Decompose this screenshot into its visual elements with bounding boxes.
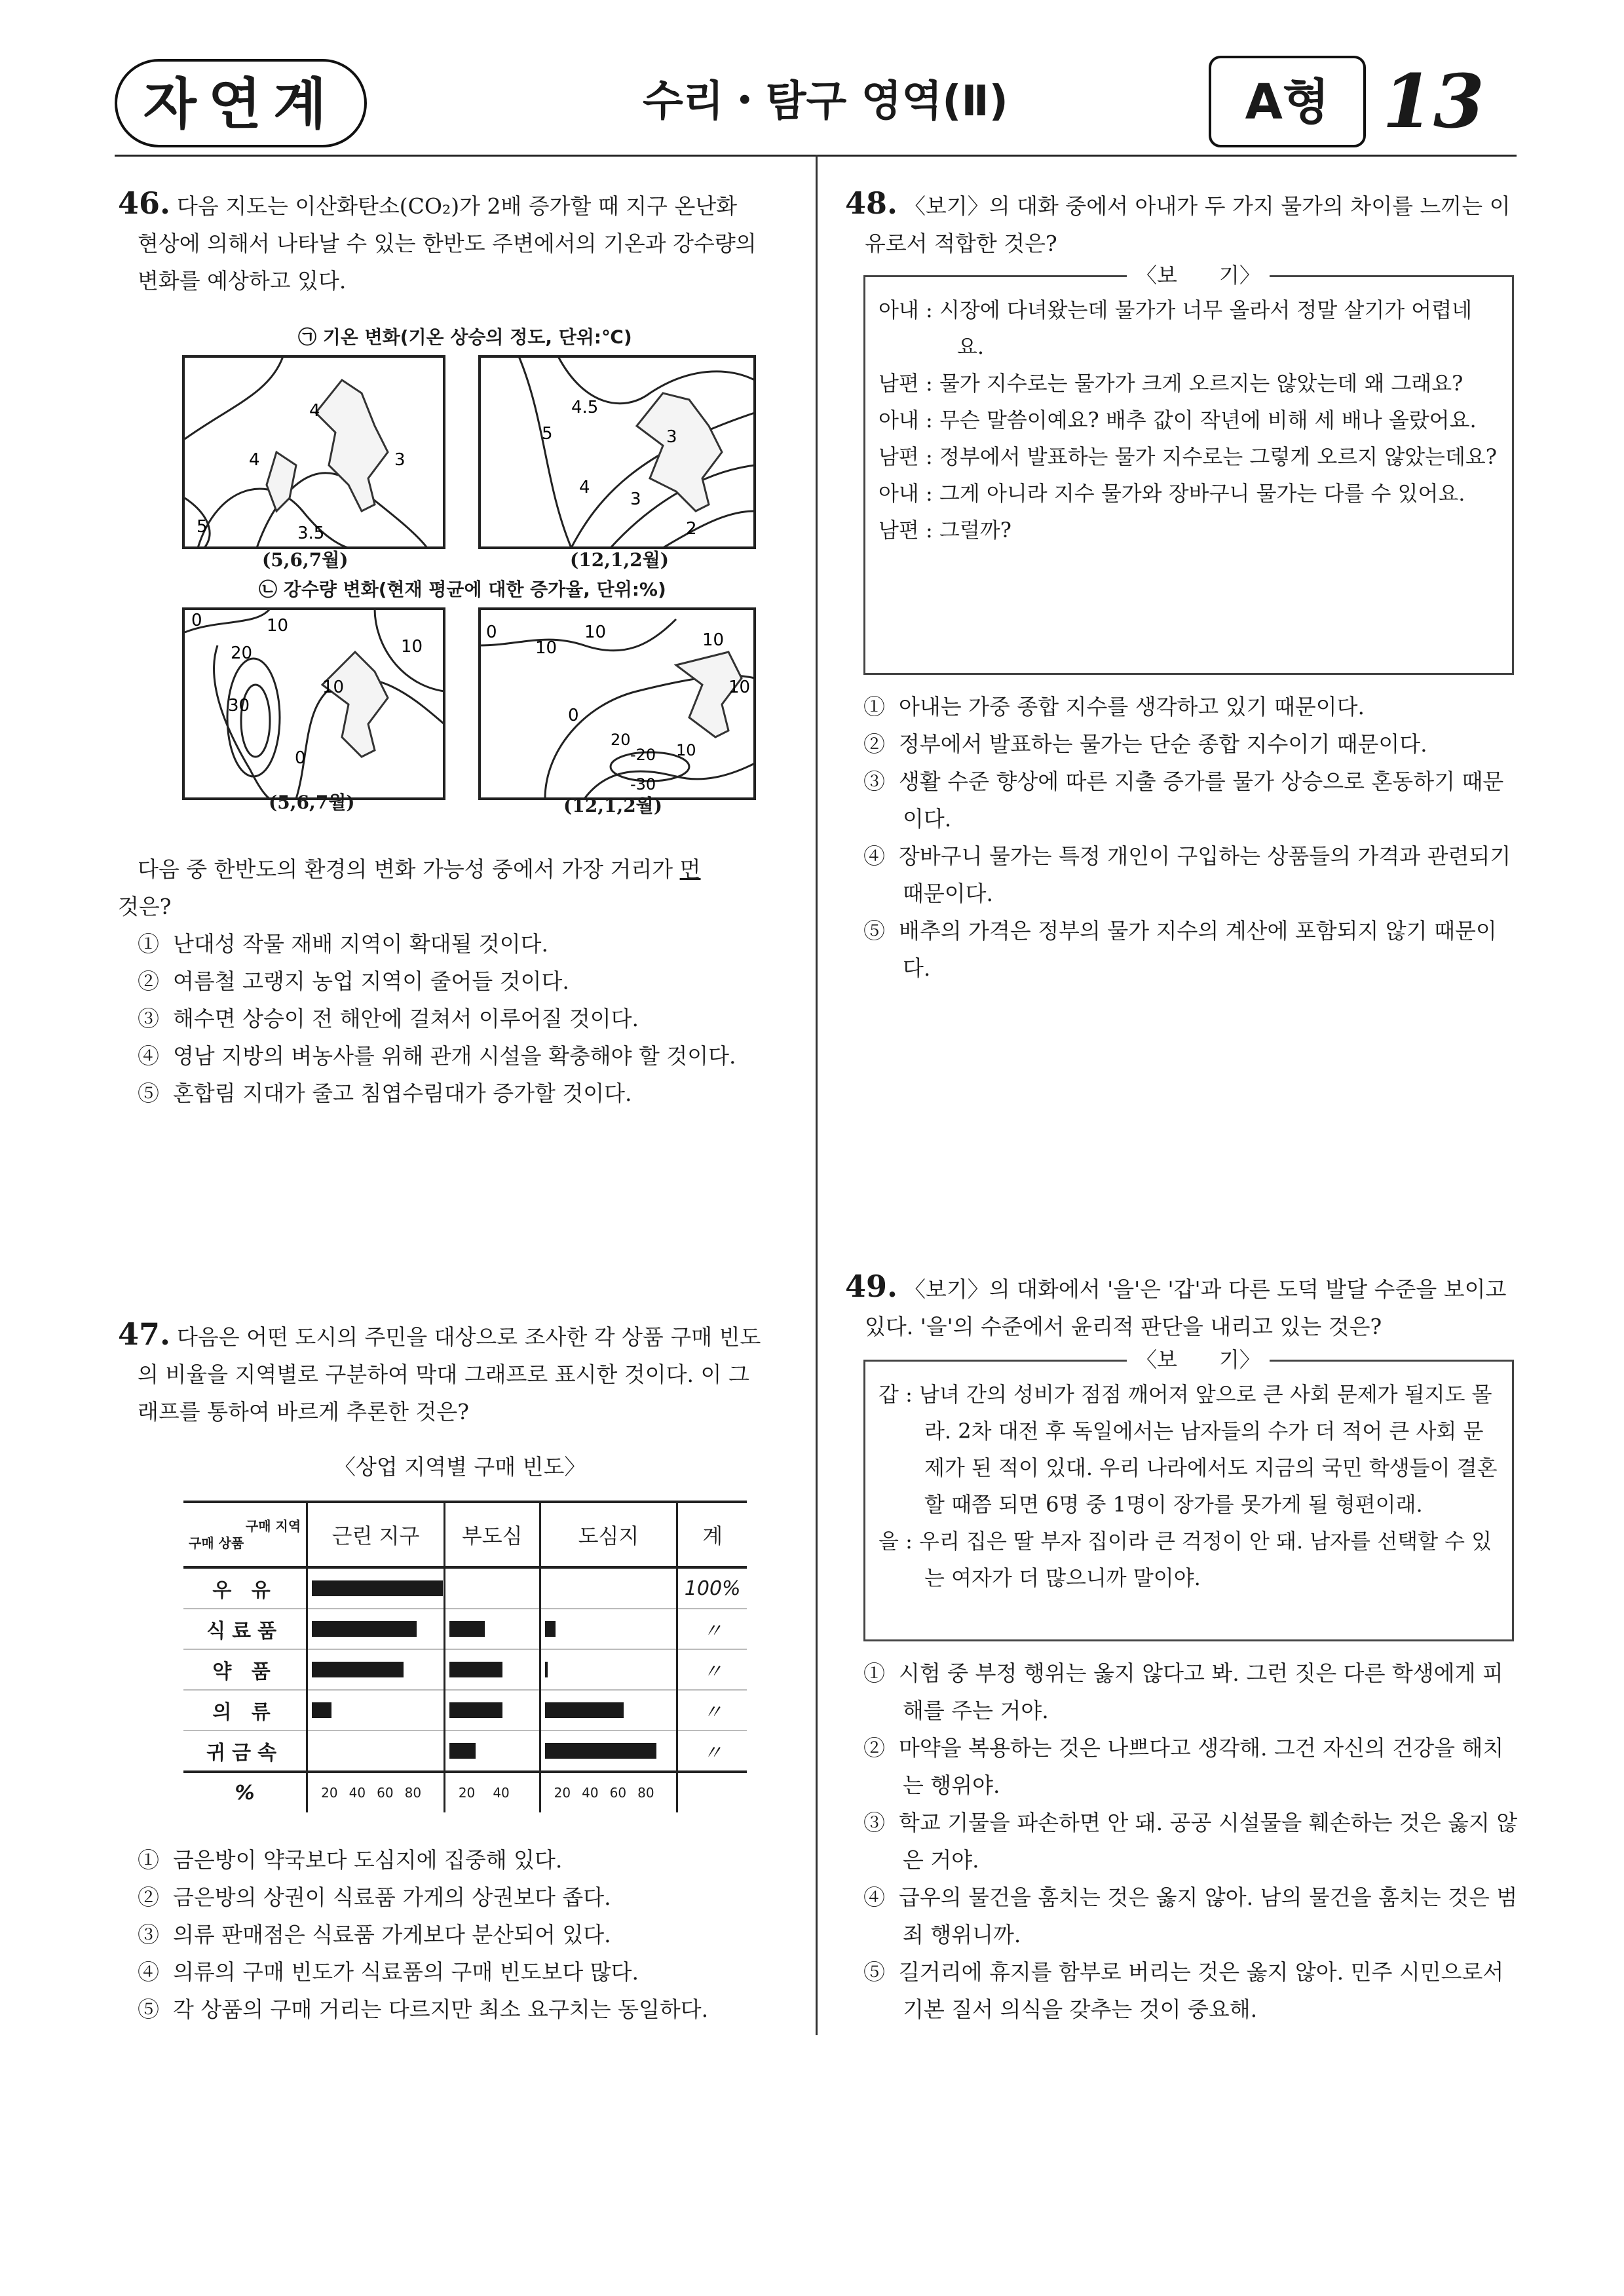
bar-cell <box>307 1731 445 1772</box>
bar-cell <box>307 1567 445 1609</box>
precipitation-maps <box>178 606 768 816</box>
bar-cell <box>444 1731 540 1772</box>
tick-label: 40 <box>582 1785 599 1801</box>
map-summer-temperature <box>183 356 444 548</box>
prompt-text: 것은? <box>118 894 172 919</box>
unit-label: % <box>183 1772 307 1812</box>
option-5[interactable]: ⑤ 배추의 가격은 정부의 물가 지수의 계산에 포함되지 않기 때문이다. <box>863 918 1497 981</box>
temp-winter-label: 3 <box>630 489 641 509</box>
precip-winter-label: 10 <box>584 622 607 642</box>
corner-bottom: 구매 상품 <box>189 1535 244 1551</box>
tick-label: 60 <box>377 1785 394 1801</box>
option-4[interactable]: ④ 장바구니 물가는 특정 개인이 구입하는 상품들의 가격과 관련되기 때문이다. <box>863 843 1511 906</box>
series-badge: 자연계 <box>115 59 367 147</box>
col-header: 부도심 <box>444 1502 540 1567</box>
option-1[interactable]: ① 난대성 작물 재배 지역이 확대될 것이다. <box>138 931 548 957</box>
tick-label: 40 <box>493 1785 510 1801</box>
category-label: 의 류 <box>183 1690 307 1731</box>
stem-line: 있다. '을'의 수준에서 윤리적 판단을 내리고 있는 것은? <box>865 1314 1382 1339</box>
bar-cell <box>444 1609 540 1649</box>
page-title: 수리・탐구 영역(Ⅱ) <box>643 77 1008 126</box>
question-number: 48. <box>845 185 898 221</box>
precip-winter-label: -30 <box>630 775 656 794</box>
bar-cell <box>540 1609 677 1649</box>
option-3[interactable]: ③ 생활 수준 향상에 따른 지출 증가를 물가 상승으로 혼동하기 때문이다. <box>863 769 1504 832</box>
option-2[interactable]: ② 정부에서 발표하는 물가는 단순 종합 지수이기 때문이다. <box>863 731 1427 757</box>
temperature-maps <box>178 354 768 577</box>
map-summer-precipitation <box>183 609 444 799</box>
precip-winter-label: 0 <box>568 706 579 725</box>
bar-cell <box>444 1690 540 1731</box>
bar-근린 지구-의 류 <box>312 1702 331 1718</box>
bar-cell <box>540 1690 677 1731</box>
precip-summer-label: 10 <box>267 616 289 636</box>
temp-summer-label: 4 <box>249 450 260 470</box>
temp-winter-label: 4.5 <box>571 398 599 417</box>
precip-winter-label: 0 <box>486 622 497 642</box>
example-box-48 <box>863 275 1514 675</box>
precip-winter-label: 10 <box>728 678 751 697</box>
total-cell: 〃 <box>677 1731 747 1772</box>
option-3[interactable]: ③ 의류 판매점은 식료품 가게보다 분산되어 있다. <box>138 1922 611 1947</box>
option-1[interactable]: ① 금은방이 약국보다 도심지에 집중해 있다. <box>138 1847 563 1873</box>
bar-근린 지구-약 품 <box>312 1662 404 1677</box>
chart-row <box>183 1609 747 1649</box>
temp-winter-label: 5 <box>542 424 553 444</box>
temp-summer-label: 5 <box>197 517 208 537</box>
tick-label: 20 <box>458 1785 476 1801</box>
total-cell: 〃 <box>677 1609 747 1649</box>
map-caption: (5,6,7월) <box>262 549 349 571</box>
tick-label: 80 <box>404 1785 422 1801</box>
bar-부도심-약 품 <box>449 1662 502 1677</box>
purchase-frequency-chart <box>183 1501 747 1812</box>
question-47-stem <box>118 1316 799 1430</box>
map-caption: (5,6,7월) <box>269 792 355 813</box>
map-winter-precipitation <box>480 609 755 799</box>
question-48-stem <box>845 185 1520 262</box>
bar-근린 지구-식료품 <box>312 1621 417 1637</box>
stem-line: 래프를 통하여 바르게 추론한 것은? <box>138 1399 469 1425</box>
bar-cell <box>307 1649 445 1690</box>
stem-line: 변화를 예상하고 있다. <box>138 268 347 294</box>
total-cell: 〃 <box>677 1649 747 1690</box>
option-1[interactable]: ① 시험 중 부정 행위는 옳지 않다고 봐. 그런 짓은 다른 학생에게 피해를 주는 거야. <box>863 1660 1503 1723</box>
stem-line: 유로서 적합한 것은? <box>865 231 1057 256</box>
tick-label: 60 <box>609 1785 627 1801</box>
dialogue-line: 남편 : 그럴까? <box>878 518 1011 543</box>
question-46-prompt <box>118 851 793 925</box>
precip-summer-label: 20 <box>231 643 253 663</box>
bar-cell <box>540 1649 677 1690</box>
tick-label: 20 <box>554 1785 571 1801</box>
category-label: 우 유 <box>183 1567 307 1609</box>
page-number: 13 <box>1382 59 1484 145</box>
question-number: 46. <box>118 185 171 221</box>
stem-line: 현상에 의해서 나타날 수 있는 한반도 주변에서의 기온과 강수량의 <box>138 231 757 256</box>
form-type-badge: A형 <box>1209 56 1366 147</box>
question-48-options <box>863 688 1519 987</box>
option-2[interactable]: ② 금은방의 상권이 식료품 가게의 상권보다 좁다. <box>138 1885 611 1910</box>
underlined-word: 먼 <box>679 856 701 882</box>
dialogue-line: 아내 : 시장에 다녀왔는데 물가가 너무 올라서 정말 살기가 어렵네요. <box>878 297 1473 359</box>
stem-line: 〈보기〉의 대화 중에서 아내가 두 가지 물가의 차이를 느끼는 이 <box>904 193 1511 219</box>
option-5[interactable]: ⑤ 각 상품의 구매 거리는 다르지만 최소 요구치는 동일하다. <box>138 1997 709 2022</box>
map-caption: (12,1,2월) <box>570 549 669 571</box>
dialogue-line: 갑 : 남녀 간의 성비가 점점 깨어져 앞으로 큰 사회 문제가 될지도 몰라. 2차 대전 후 독일에서는 남자들의 수가 더 적어 큰 사회 문제가 된 적이 있대. 우리 나라에서도 지금의 국민 학생들이 결혼할 때쯤 되면 6명 중 1명이 장가를 못가게 될 형편이래. <box>878 1382 1498 1517</box>
option-3[interactable]: ③ 해수면 상승이 전 해안에 걸쳐서 이루어질 것이다. <box>138 1006 639 1031</box>
tick-labels <box>307 1772 445 1812</box>
stem-line: 〈보기〉의 대화에서 '을'은 '갑'과 다른 도덕 발달 수준을 보이고 <box>904 1276 1507 1302</box>
stem-line: 의 비율을 지역별로 구분하여 막대 그래프로 표시한 것이다. 이 그 <box>138 1362 749 1387</box>
option-2[interactable]: ② 마약을 복용하는 것은 나쁘다고 생각해. 그건 자신의 건강을 해치는 행위야. <box>863 1735 1504 1798</box>
precip-winter-label: 10 <box>702 630 725 650</box>
question-number: 49. <box>845 1269 898 1304</box>
tick-label: 20 <box>321 1785 338 1801</box>
precip-winter-label: 20 <box>611 731 631 749</box>
corner-top: 구매 지역 <box>245 1518 301 1534</box>
bar-부도심-귀금속 <box>449 1743 476 1759</box>
dialogue-line: 아내 : 그게 아니라 지수 물가와 장바구니 물가는 다를 수 있어요. <box>878 481 1465 506</box>
tick-label: 80 <box>637 1785 654 1801</box>
question-49-stem <box>845 1268 1520 1345</box>
chart-row <box>183 1690 747 1731</box>
bar-도심지-의 류 <box>545 1702 624 1718</box>
temp-summer-label: 4 <box>309 401 320 421</box>
temp-winter-label: 4 <box>579 478 590 497</box>
map-title-precipitation: ㉡ 강수량 변화(현재 평균에 대한 증가율, 단위:%) <box>259 579 666 600</box>
chart-title: 〈상업 지역별 구매 빈도〉 <box>334 1454 586 1480</box>
total-cell: 100% <box>677 1567 747 1609</box>
tick-label: 40 <box>349 1785 366 1801</box>
stem-line: 다음 지도는 이산화탄소(CO₂)가 2배 증가할 때 지구 온난화 <box>177 193 738 219</box>
temp-summer-label: 3.5 <box>297 524 325 543</box>
chart-row <box>183 1649 747 1690</box>
bar-근린 지구-우 유 <box>312 1580 443 1596</box>
stem-line: 다음은 어떤 도시의 주민을 대상으로 조사한 각 상품 구매 빈도 <box>177 1324 761 1350</box>
precip-summer-label: 10 <box>401 637 423 657</box>
tick-labels <box>540 1772 677 1812</box>
temp-summer-label: 3 <box>394 450 406 470</box>
col-header: 도심지 <box>540 1502 677 1567</box>
col-header: 근린 지구 <box>307 1502 445 1567</box>
column-divider <box>816 155 818 2035</box>
precip-summer-label: 0 <box>191 611 202 630</box>
bar-cell <box>444 1649 540 1690</box>
question-46-options <box>138 925 806 1112</box>
dialogue-line: 아내 : 무슨 말씀이예요? 배추 값이 작년에 비해 세 배나 올랐어요. <box>878 408 1477 432</box>
temp-winter-label: 2 <box>686 519 697 539</box>
col-header: 계 <box>677 1502 747 1567</box>
box-caption: 〈보 기〉 <box>1127 1347 1270 1373</box>
total-cell: 〃 <box>677 1690 747 1731</box>
example-box-49 <box>863 1360 1514 1641</box>
bar-부도심-의 류 <box>449 1702 502 1718</box>
option-2[interactable]: ② 여름철 고랭지 농업 지역이 줄어들 것이다. <box>138 968 569 994</box>
option-5[interactable]: ⑤ 혼합림 지대가 줄고 침엽수림대가 증가할 것이다. <box>138 1081 632 1106</box>
precip-summer-label: 30 <box>228 696 250 716</box>
question-47-options <box>138 1841 806 2028</box>
category-label: 귀금속 <box>183 1731 307 1772</box>
bar-cell <box>444 1567 540 1609</box>
prompt-text: 다음 중 한반도의 환경의 변화 가능성 중에서 가장 거리가 <box>138 856 680 882</box>
option-1[interactable]: ① 아내는 가중 종합 지수를 생각하고 있기 때문이다. <box>863 694 1365 719</box>
tick-labels <box>444 1772 540 1812</box>
bar-cell <box>307 1690 445 1731</box>
option-4[interactable]: ④ 급우의 물건을 훔치는 것은 옳지 않아. 남의 물건을 훔치는 것은 범죄 행위니까. <box>863 1885 1518 1947</box>
option-4[interactable]: ④ 의류의 구매 빈도가 식료품의 구매 빈도보다 많다. <box>138 1959 639 1985</box>
dialogue-line: 남편 : 정부에서 발표하는 물가 지수로는 그렇게 오르지 않았는데요? <box>878 444 1497 469</box>
question-46-stem <box>118 185 799 299</box>
temp-winter-label: 3 <box>666 427 677 447</box>
question-number: 47. <box>118 1316 171 1352</box>
option-3[interactable]: ③ 학교 기물을 파손하면 안 돼. 공공 시설물을 훼손하는 것은 옳지 않은 거야. <box>863 1810 1518 1873</box>
bar-도심지-귀금속 <box>545 1743 656 1759</box>
bar-cell <box>540 1731 677 1772</box>
bar-cell <box>307 1609 445 1649</box>
box-caption: 〈보 기〉 <box>1127 262 1270 288</box>
chart-row <box>183 1567 747 1609</box>
option-5[interactable]: ⑤ 길거리에 휴지를 함부로 버리는 것은 옳지 않아. 민주 시민으로서 기본 질서 의식을 갖추는 것이 중요해. <box>863 1959 1504 2022</box>
bar-도심지-약 품 <box>545 1662 548 1677</box>
bar-cell <box>540 1567 677 1609</box>
precip-winter-label: 10 <box>535 638 557 658</box>
dialogue-line: 남편 : 물가 지수로는 물가가 크게 오르지는 않았는데 왜 그래요? <box>878 371 1463 396</box>
precip-summer-label: 10 <box>322 678 345 697</box>
dialogue-line: 을 : 우리 집은 딸 부자 집이라 큰 걱정이 안 돼. 남자를 선택할 수 있는 여자가 더 많으니까 말이야. <box>878 1529 1492 1590</box>
map-caption: (12,1,2월) <box>563 795 662 816</box>
option-4[interactable]: ④ 영남 지방의 벼농사를 위해 관개 시설을 확충해야 할 것이다. <box>138 1043 736 1069</box>
precip-summer-label: 0 <box>295 748 306 768</box>
category-label: 약 품 <box>183 1649 307 1690</box>
precip-winter-label: -20 <box>630 746 656 764</box>
map-winter-temperature <box>480 356 755 548</box>
question-49-options <box>863 1655 1519 2028</box>
bar-부도심-식료품 <box>449 1621 485 1637</box>
bar-도심지-식료품 <box>545 1621 556 1637</box>
precip-winter-label: 10 <box>676 741 696 759</box>
chart-row <box>183 1731 747 1772</box>
map-title-temperature: ㉠ 기온 변화(기온 상승의 정도, 단위:℃) <box>298 326 632 348</box>
corner-cell <box>183 1502 307 1567</box>
category-label: 식료품 <box>183 1609 307 1649</box>
